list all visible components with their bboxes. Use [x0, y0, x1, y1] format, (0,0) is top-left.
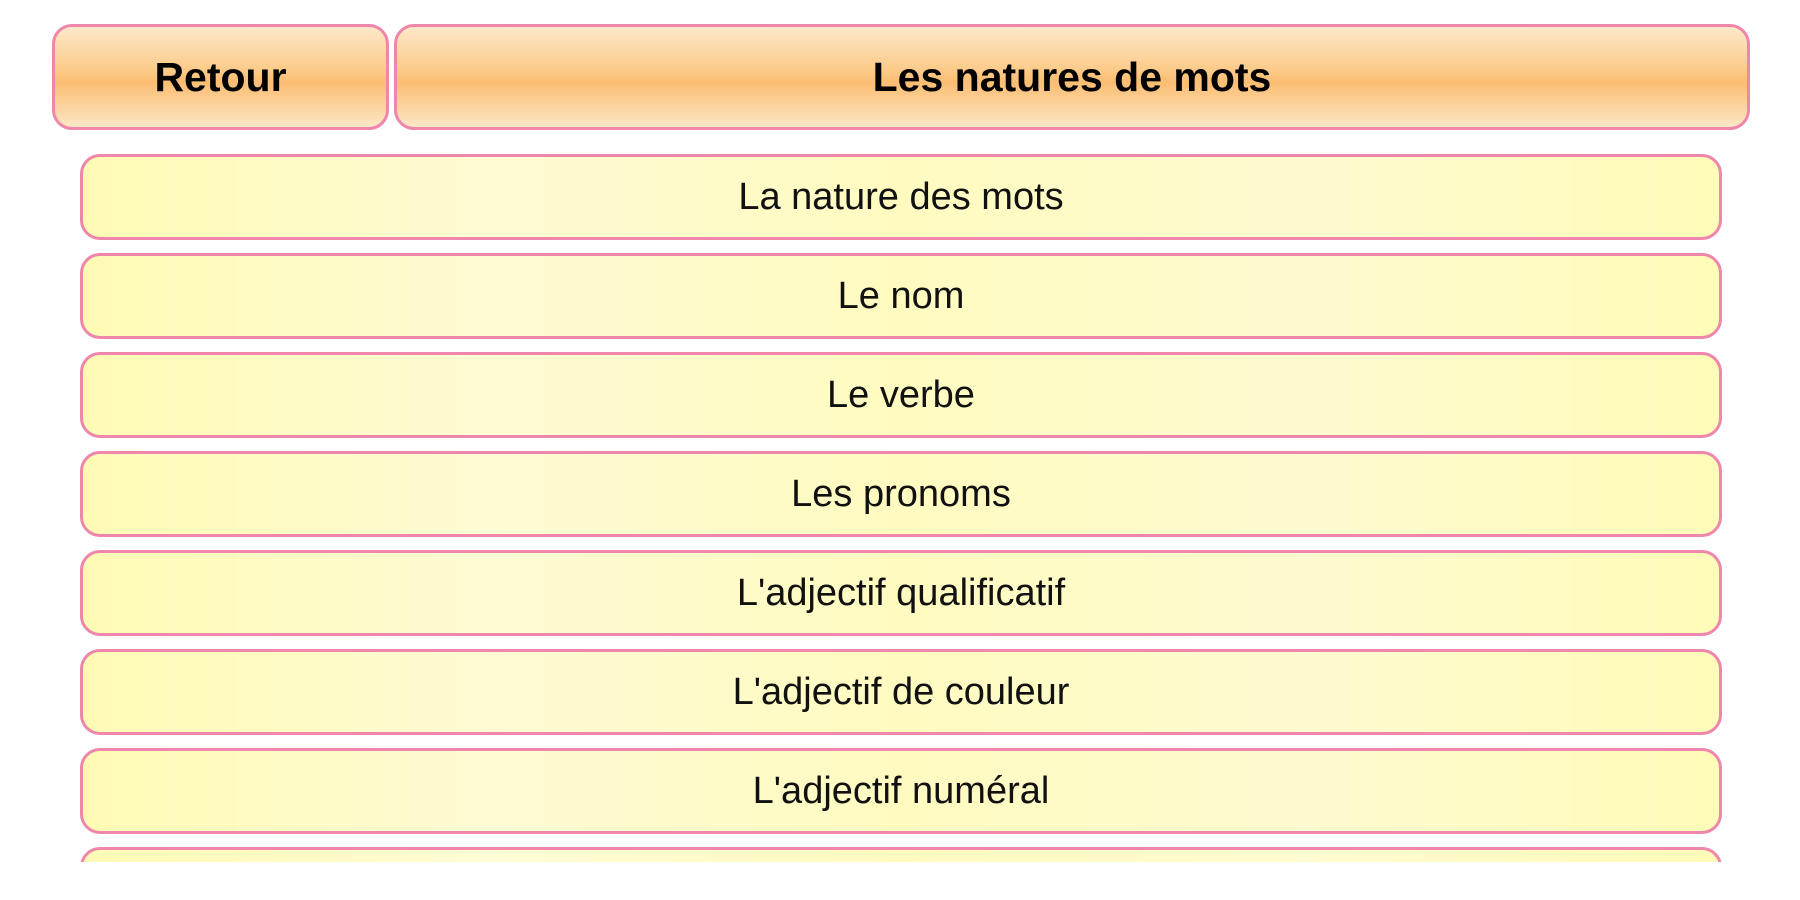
list-item-label: Le verbe: [827, 373, 975, 416]
list-item-label: L'adjectif qualificatif: [736, 571, 1066, 614]
list-item-label: La nature des mots: [738, 175, 1064, 218]
list-item-label: Le nom: [837, 274, 965, 317]
list-item-nom[interactable]: [80, 253, 1722, 339]
page-title: Les natures de mots: [872, 53, 1272, 100]
list-item-verbe[interactable]: [80, 352, 1722, 438]
list-item-pronoms[interactable]: [80, 451, 1722, 537]
list-item-nature-des-mots[interactable]: [80, 154, 1722, 240]
lesson-list[interactable]: [80, 150, 1722, 862]
page-title-bar: [394, 24, 1750, 130]
list-item-label: L'adjectif de couleur: [732, 670, 1070, 713]
list-item-adjectif-couleur[interactable]: [80, 649, 1722, 735]
list-item-label: L'adjectif numéral: [752, 769, 1050, 812]
list-item-adjectif-qualificatif[interactable]: [80, 550, 1722, 636]
back-button-label: Retour: [154, 53, 287, 100]
list-item-adjectif-numeral[interactable]: [80, 748, 1722, 834]
list-item-partial[interactable]: [80, 847, 1722, 862]
back-button[interactable]: [52, 24, 389, 130]
list-item-label: Les pronoms: [791, 472, 1011, 515]
